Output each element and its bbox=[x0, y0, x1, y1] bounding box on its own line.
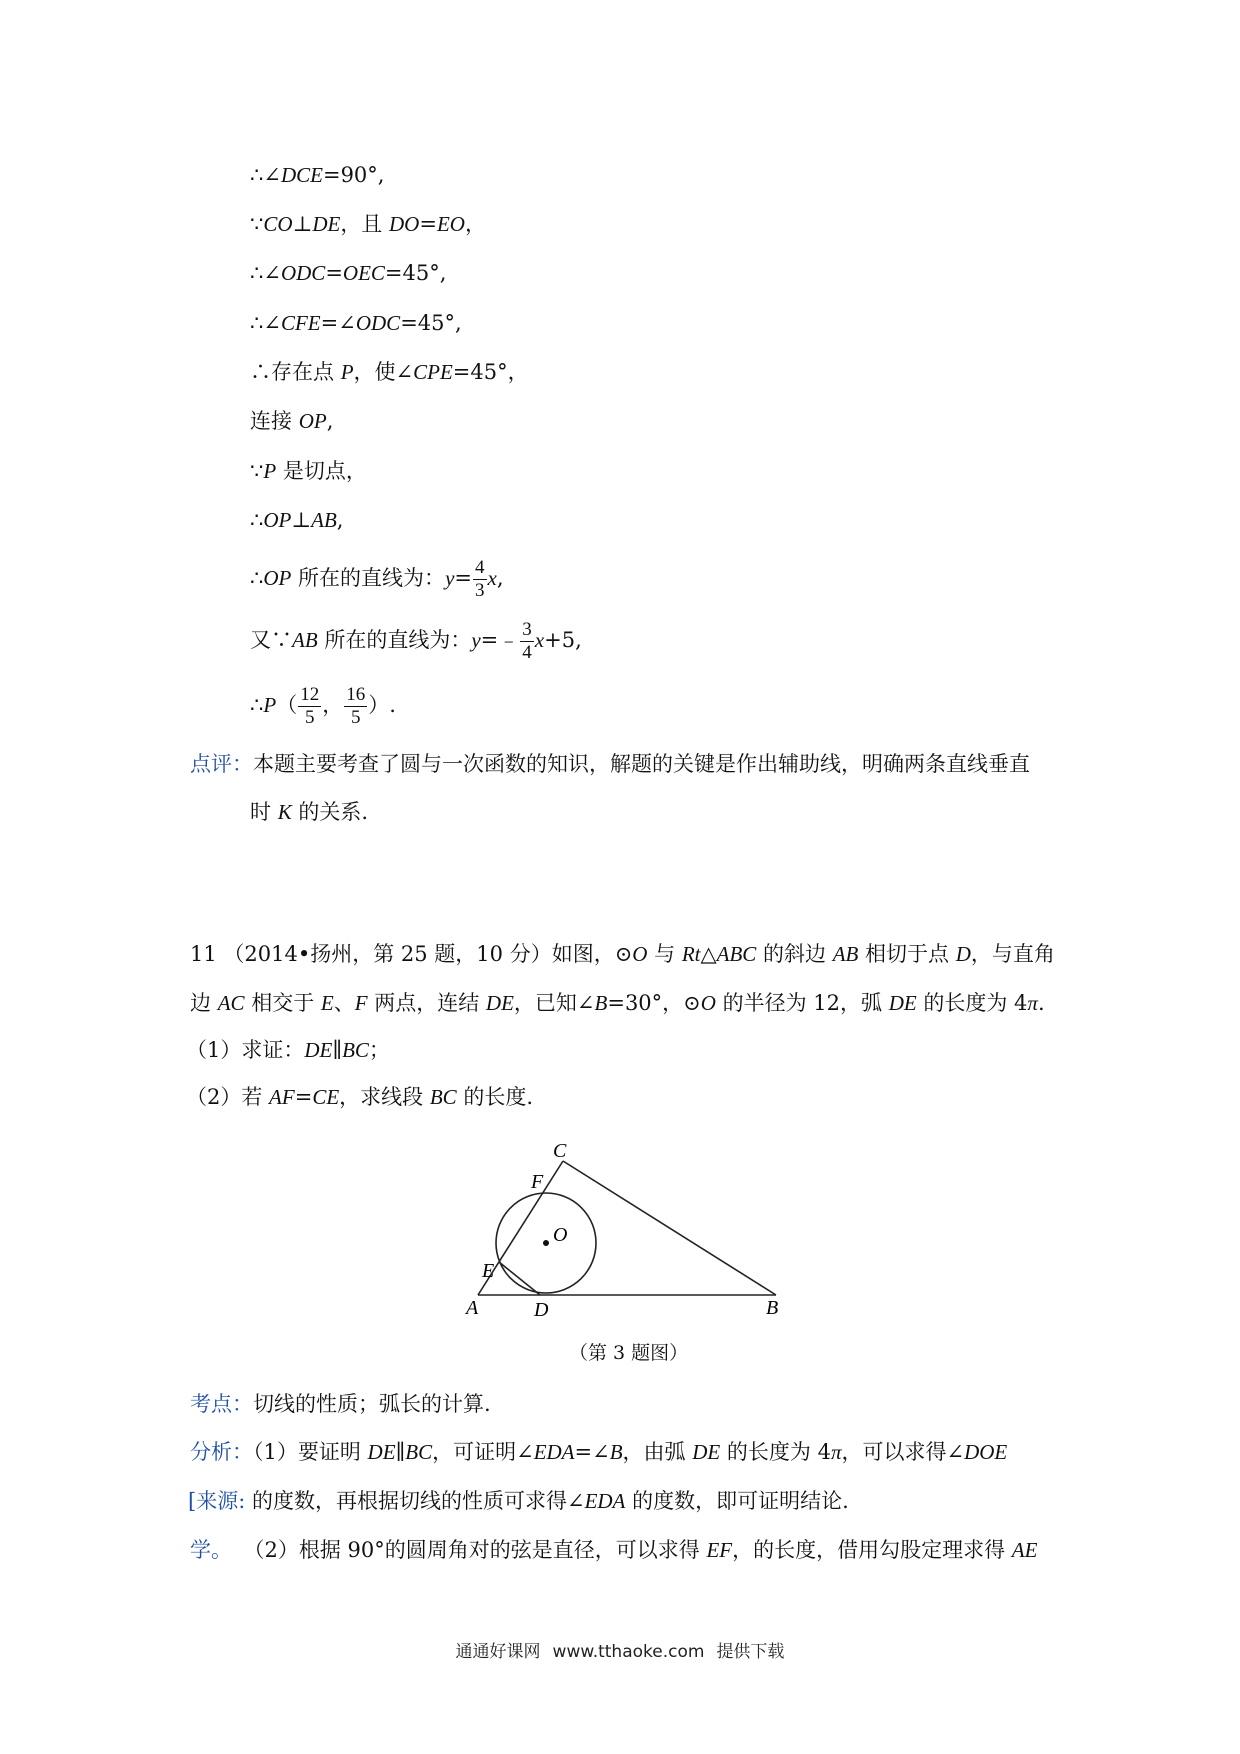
fraction-numerator: 3 bbox=[522, 619, 532, 640]
step-text: ，使∠ bbox=[353, 360, 414, 384]
step-var: CPE bbox=[413, 360, 453, 384]
problem-text: 11 （2014•扬州，第 25 题，10 分）如图，⊙ bbox=[190, 942, 633, 966]
equation-text: 所在的直线为： bbox=[291, 566, 446, 590]
fenxi-var: DOE bbox=[964, 1440, 1008, 1464]
fenxi-var: π bbox=[830, 1440, 842, 1464]
question-var: AF bbox=[269, 1085, 295, 1109]
step-var: AB bbox=[311, 508, 337, 532]
problem-text: 两点，连结 bbox=[367, 991, 486, 1015]
footer-site-name: 通通好课网 bbox=[455, 1642, 541, 1662]
kaodian-label: 考点： bbox=[190, 1392, 253, 1416]
fenxi-var: DE bbox=[692, 1440, 721, 1464]
equation-var: x bbox=[487, 566, 497, 590]
fraction-denominator: 3 bbox=[475, 580, 485, 601]
equation-var: AB bbox=[292, 628, 318, 652]
fenxi-text: ，由弧 bbox=[622, 1440, 693, 1464]
xue-var: EF bbox=[706, 1538, 733, 1562]
equation-text: 又∵ bbox=[250, 628, 292, 652]
problem-var: DE bbox=[888, 991, 917, 1015]
fenxi-text: ，可以求得∠ bbox=[841, 1440, 965, 1464]
xue-line bbox=[190, 1535, 1037, 1565]
laiyuan-var: EDA bbox=[584, 1489, 626, 1513]
label-d: D bbox=[534, 1299, 549, 1321]
equation-var: y bbox=[471, 628, 481, 652]
step-var: CO bbox=[263, 212, 293, 236]
problem-text: 的半径为 12，弧 bbox=[715, 991, 889, 1015]
label-o: O bbox=[553, 1224, 568, 1246]
step-text: ∵ bbox=[250, 212, 264, 236]
fenxi-var: EDA bbox=[533, 1440, 575, 1464]
problem-text: . bbox=[1037, 991, 1045, 1015]
laiyuan-text: 的度数，即可证明结论. bbox=[625, 1489, 849, 1513]
step-text: =∠ bbox=[320, 311, 356, 335]
xue-label: 学。 bbox=[190, 1538, 232, 1562]
side-cb bbox=[563, 1161, 776, 1295]
step-text: ⊥ bbox=[291, 508, 312, 532]
question-text: ； bbox=[368, 1038, 390, 1062]
problem-text: 与 bbox=[647, 942, 682, 966]
review-label: 点评： bbox=[190, 752, 253, 776]
page-footer bbox=[0, 1637, 1240, 1662]
step-var: DCE bbox=[280, 163, 323, 187]
step-text: ∴存在点 bbox=[250, 360, 341, 384]
step-var: OP bbox=[263, 508, 292, 532]
equation-text: , bbox=[496, 566, 504, 590]
problem-var: AC bbox=[217, 991, 245, 1015]
question-var: BC bbox=[429, 1085, 457, 1109]
equation-var: x bbox=[534, 628, 545, 652]
label-b: B bbox=[766, 1297, 779, 1319]
problem-text: ，已知∠ bbox=[513, 991, 595, 1015]
question-text: ，求线段 bbox=[339, 1085, 430, 1109]
equation-text: +5, bbox=[544, 628, 582, 652]
footer-url[interactable]: www.tthaoke.com bbox=[552, 1642, 705, 1662]
label-e: E bbox=[482, 1260, 495, 1282]
problem-text: =30°，⊙ bbox=[607, 991, 701, 1015]
laiyuan-line bbox=[188, 1486, 849, 1516]
fenxi-text: ，可证明∠ bbox=[432, 1440, 534, 1464]
question-text: （2）若 bbox=[186, 1085, 270, 1109]
step-text: =45°， bbox=[452, 360, 529, 384]
step-text: 连接 bbox=[250, 409, 299, 433]
problem-var: AB bbox=[832, 942, 859, 966]
fenxi-label: 分析： bbox=[190, 1440, 253, 1464]
kaodian-text: 切线的性质；弧长的计算. bbox=[253, 1392, 491, 1416]
label-f: F bbox=[531, 1171, 544, 1193]
equation-text: =﹣ bbox=[480, 628, 520, 652]
step-var: DE bbox=[312, 212, 341, 236]
step-text: ∵ bbox=[250, 459, 264, 483]
step-text: ⊥ bbox=[292, 212, 313, 236]
label-c: C bbox=[553, 1140, 567, 1162]
problem-var: D bbox=[955, 942, 971, 966]
xue-text: ，的长度，借用勾股定理求得 bbox=[732, 1538, 1012, 1562]
problem-var: Rt bbox=[681, 942, 701, 966]
step-text: ， bbox=[464, 212, 486, 236]
step-text: =90°, bbox=[322, 163, 385, 187]
laiyuan-label: [来源: bbox=[188, 1489, 246, 1513]
step-text: =45°, bbox=[384, 261, 447, 285]
problem-text: 边 bbox=[190, 991, 218, 1015]
fenxi-text: （1）要证明 bbox=[253, 1440, 368, 1464]
step-text: ∴ bbox=[250, 508, 264, 532]
equation-text: ∴ bbox=[250, 693, 264, 717]
fenxi-var: DE∥BC bbox=[367, 1440, 433, 1464]
problem-text: ，与直角 bbox=[970, 942, 1055, 966]
step-var: P bbox=[340, 360, 354, 384]
problem-var: ABC bbox=[716, 942, 757, 966]
step-text: 是切点， bbox=[276, 459, 367, 483]
step-text: ∴∠ bbox=[250, 163, 281, 187]
step-var: P bbox=[263, 459, 277, 483]
question-var: CE bbox=[312, 1085, 340, 1109]
equation-text: ∴ bbox=[250, 566, 264, 590]
problem-var: E bbox=[320, 991, 334, 1015]
figure-caption: （第 3 题图） bbox=[569, 1342, 689, 1364]
equation-text: ， bbox=[322, 693, 344, 717]
problem-var: O bbox=[632, 942, 648, 966]
problem-text: 的斜边 bbox=[756, 942, 833, 966]
problem-var: π bbox=[1027, 991, 1038, 1015]
problem-var: B bbox=[594, 991, 608, 1015]
fraction-denominator: 5 bbox=[350, 707, 361, 728]
step-var: DO bbox=[389, 212, 420, 236]
review-text: 时 bbox=[250, 800, 278, 824]
fenxi-text: =∠ bbox=[574, 1440, 610, 1464]
center-point-o bbox=[543, 1240, 549, 1246]
step-text: ∴∠ bbox=[250, 261, 281, 285]
fraction-numerator: 4 bbox=[475, 557, 485, 578]
equation-var: OP bbox=[263, 566, 292, 590]
review-var: K bbox=[277, 800, 292, 824]
chord-de bbox=[499, 1262, 540, 1295]
equation-var: P bbox=[263, 693, 277, 717]
step-text: ，且 bbox=[340, 212, 389, 236]
step-var: OEC bbox=[342, 261, 385, 285]
problem-text: △ bbox=[700, 942, 717, 966]
problem-text: 的长度为 4 bbox=[916, 991, 1028, 1015]
review-text: 的关系. bbox=[291, 800, 369, 824]
xue-var: AE bbox=[1011, 1538, 1038, 1562]
step-var: CFE bbox=[280, 311, 321, 335]
problem-text: 相交于 bbox=[244, 991, 321, 1015]
question-text: 的长度. bbox=[456, 1085, 534, 1109]
kaodian-line bbox=[190, 1389, 491, 1419]
fraction-denominator: 5 bbox=[304, 707, 315, 728]
review-text: 本题主要考查了圆与一次函数的知识，解题的关键是作出辅助线，明确两条直线垂直 bbox=[253, 752, 1030, 776]
step-text: , bbox=[326, 409, 334, 433]
step-var: EO bbox=[436, 212, 465, 236]
step-text: = bbox=[325, 261, 343, 285]
step-text: ∴∠ bbox=[250, 311, 281, 335]
laiyuan-text: 的度数，再根据切线的性质可求得∠ bbox=[245, 1489, 585, 1513]
equation-text: = bbox=[454, 566, 472, 590]
equation-var: y bbox=[445, 566, 455, 590]
step-var: ODC bbox=[355, 311, 401, 335]
step-text: , bbox=[336, 508, 344, 532]
fenxi-line bbox=[190, 1437, 1007, 1467]
problem-var: F bbox=[354, 991, 368, 1015]
step-var: OP bbox=[298, 409, 327, 433]
equation-text: （ bbox=[276, 693, 298, 717]
problem-text: 相切于点 bbox=[858, 942, 956, 966]
step-text: =45°, bbox=[400, 311, 462, 335]
question-text: = bbox=[294, 1085, 313, 1109]
equation-text: ）. bbox=[368, 693, 396, 717]
problem-var: O bbox=[700, 991, 716, 1015]
fraction-numerator: 12 bbox=[300, 684, 320, 705]
step-var: ODC bbox=[280, 261, 326, 285]
footer-download-text: 提供下载 bbox=[716, 1642, 785, 1662]
equation-text: 所在的直线为： bbox=[317, 628, 472, 652]
fenxi-text: 的长度为 4 bbox=[720, 1440, 831, 1464]
fraction-numerator: 16 bbox=[346, 684, 366, 705]
question-text: （1）求证： bbox=[186, 1038, 305, 1062]
fenxi-var: B bbox=[609, 1440, 623, 1464]
question-var: DE∥BC bbox=[304, 1038, 369, 1062]
label-a: A bbox=[466, 1297, 479, 1319]
problem-var: DE bbox=[485, 991, 514, 1015]
problem-text: 、 bbox=[333, 991, 355, 1015]
step-text: = bbox=[419, 212, 437, 236]
fraction-denominator: 4 bbox=[522, 642, 532, 663]
xue-text: （2）根据 90°的圆周角对的弦是直径，可以求得 bbox=[254, 1538, 707, 1562]
